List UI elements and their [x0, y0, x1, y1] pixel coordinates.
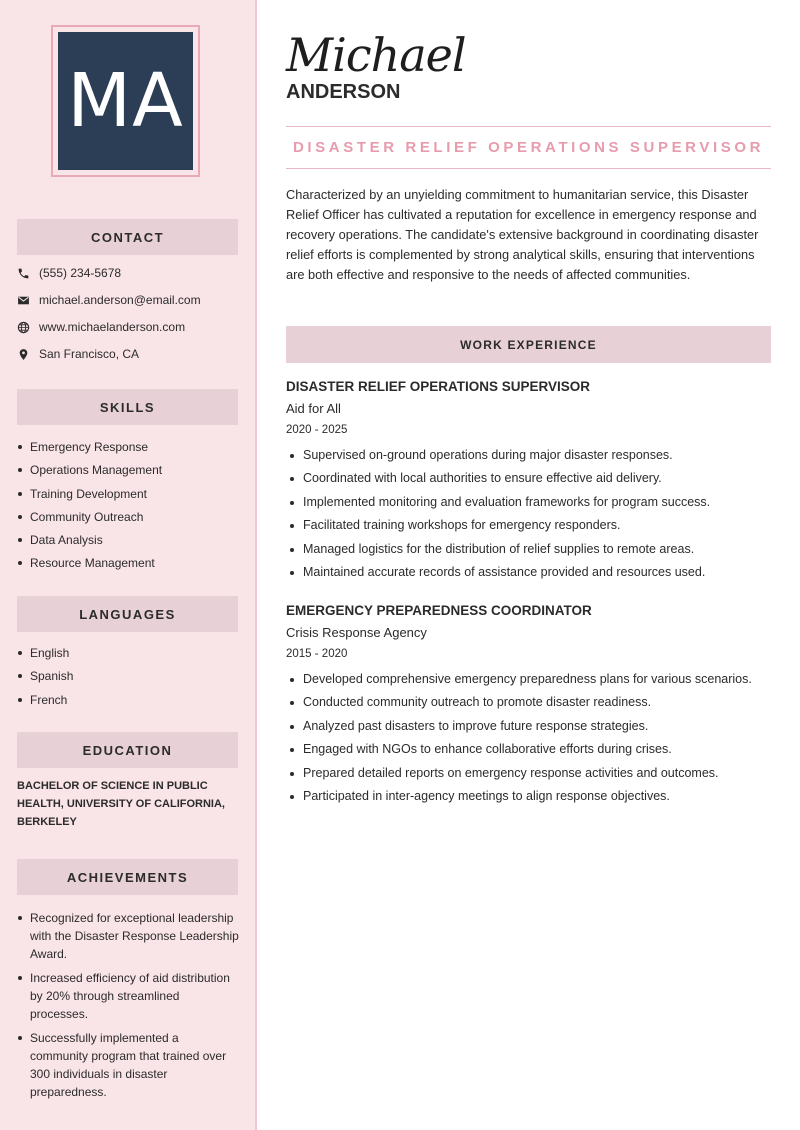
phone-icon: [17, 267, 30, 280]
contact-location: [17, 345, 139, 363]
languages-list: [17, 644, 239, 714]
job-bullet: Developed comprehensive emergency preparedness plans for various scenarios.: [286, 668, 772, 691]
achievement-item: Increased efficiency of aid distribution by 20% through streamlined processes.: [17, 969, 239, 1023]
contact-phone-text[interactable]: (555) 234-5678: [39, 266, 122, 280]
job-company: Crisis Response Agency: [286, 625, 427, 640]
job-company: Aid for All: [286, 401, 341, 416]
job-bullet: Supervised on-ground operations during major disaster responses.: [286, 444, 772, 467]
job-bullet: Analyzed past disasters to improve future response strategies.: [286, 715, 772, 738]
job-bullets: [286, 444, 772, 584]
achievements-list: [17, 909, 239, 1101]
contact-website-text[interactable]: www.michaelanderson.com: [39, 320, 186, 334]
achievement-item: Recognized for exceptional leadership with the Disaster Response Leadership Award.: [17, 909, 239, 963]
contact-phone: [17, 264, 121, 282]
skill-item: Data Analysis: [17, 531, 239, 554]
contact-location-text: San Francisco, CA: [39, 347, 140, 361]
skills-heading: SKILLS: [17, 389, 238, 425]
monogram-frame: [51, 25, 200, 177]
job-dates: 2020 - 2025: [286, 424, 348, 436]
languages-heading: LANGUAGES: [17, 596, 238, 632]
skills-list: [17, 438, 239, 578]
job-bullet: Maintained accurate records of assistance provided and resources used.: [286, 561, 772, 584]
job-entry: [286, 601, 772, 808]
language-item: English: [17, 644, 239, 667]
skill-item: Training Development: [17, 485, 239, 508]
language-item: French: [17, 691, 239, 714]
contact-email: [17, 291, 201, 309]
achievements-heading: ACHIEVEMENTS: [17, 859, 238, 895]
summary: Characterized by an unyielding commitment to humanitarian service, this Disaster Relief Officer has cultivated a reputation for excellence in emergency response and recovery operations. The candidate's extensive background in coordinating disaster relief efforts is complemented by strong analytical skills, ensuring that interventions are both effective and responsive to the needs of affected communities.: [286, 187, 759, 282]
contact-website: [17, 318, 185, 336]
job-role: EMERGENCY PREPAREDNESS COORDINATOR: [286, 603, 592, 618]
job-title-band: [286, 126, 771, 169]
job-entry: [286, 377, 772, 584]
monogram: MA: [58, 32, 193, 170]
contact-email-text[interactable]: michael.anderson@email.com: [39, 293, 201, 307]
last-name: ANDERSON: [286, 81, 401, 103]
job-bullet: Conducted community outreach to promote disaster readiness.: [286, 691, 772, 714]
education-degree: BACHELOR OF SCIENCE IN PUBLIC HEALTH, UNIVERSITY OF CALIFORNIA, BERKELEY: [17, 780, 225, 828]
job-bullet: Engaged with NGOs to enhance collaborative efforts during crises.: [286, 738, 772, 761]
job-bullet: Coordinated with local authorities to ensure effective aid delivery.: [286, 467, 772, 490]
globe-icon: [17, 321, 30, 334]
job-bullet: Facilitated training workshops for emergency responders.: [286, 514, 772, 537]
contact-heading: CONTACT: [17, 219, 238, 255]
job-title: DISASTER RELIEF OPERATIONS SUPERVISOR: [292, 139, 765, 156]
work-experience-heading: WORK EXPERIENCE: [286, 326, 771, 363]
job-bullet: Participated in inter-agency meetings to align response objectives.: [286, 785, 772, 808]
language-item: Spanish: [17, 667, 239, 690]
job-bullets: [286, 668, 772, 808]
job-bullet: Managed logistics for the distribution of relief supplies to remote areas.: [286, 538, 772, 561]
job-bullet: Implemented monitoring and evaluation frameworks for program success.: [286, 491, 772, 514]
skill-item: Emergency Response: [17, 438, 239, 461]
envelope-icon: [17, 294, 30, 307]
first-name: Michael: [286, 28, 466, 82]
skill-item: Resource Management: [17, 554, 239, 577]
skill-item: Community Outreach: [17, 508, 239, 531]
sidebar: [0, 0, 257, 1130]
job-role: DISASTER RELIEF OPERATIONS SUPERVISOR: [286, 379, 591, 394]
education-heading: EDUCATION: [17, 732, 238, 768]
skill-item: Operations Management: [17, 461, 239, 484]
achievement-item: Successfully implemented a community program that trained over 300 individuals in disaster preparedness.: [17, 1029, 239, 1101]
map-pin-icon: [17, 348, 30, 361]
job-dates: 2015 - 2020: [286, 648, 348, 660]
job-bullet: Prepared detailed reports on emergency response activities and outcomes.: [286, 762, 772, 785]
